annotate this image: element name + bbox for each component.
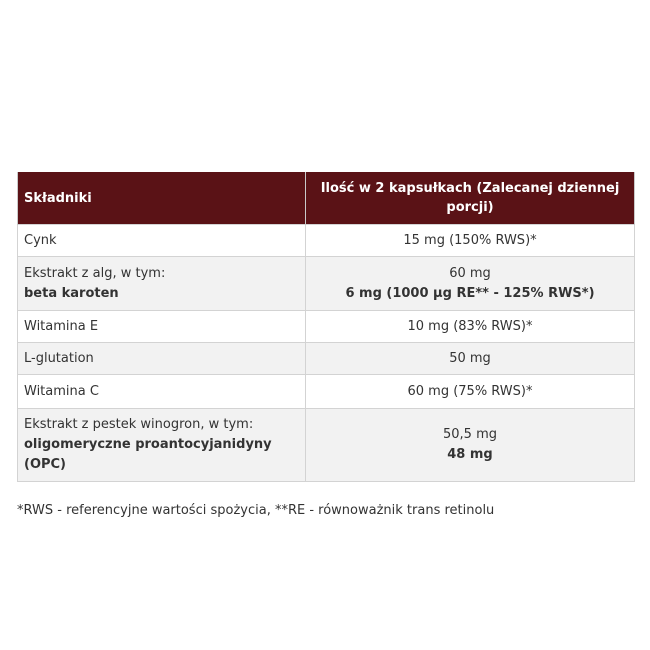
ingredient-cell xyxy=(18,257,306,311)
ingredient-name: L-glutation xyxy=(24,350,94,366)
ingredient-cell xyxy=(18,343,306,375)
amount-value: 15 mg (150% RWS)* xyxy=(403,232,537,248)
amount-value: 50,5 mg xyxy=(443,427,497,442)
amount-value: 50 mg xyxy=(449,350,491,366)
amount-cell xyxy=(306,343,635,375)
amount-cell xyxy=(306,225,635,257)
amount-cell xyxy=(306,311,635,343)
table-row xyxy=(18,225,635,257)
table-row xyxy=(18,375,635,409)
amount-value: 60 mg xyxy=(449,265,491,281)
table-header-row xyxy=(18,172,635,225)
ingredient-cell xyxy=(18,409,306,482)
amount-value: 10 mg (83% RWS)* xyxy=(407,318,533,334)
amount-value: 60 mg (75% RWS)* xyxy=(407,383,533,399)
table-row xyxy=(18,257,635,311)
ingredient-cell xyxy=(18,225,306,257)
amount-cell xyxy=(306,257,635,311)
header-amount: Ilość w 2 kapsułkach (Zalecanej dziennej porcji) xyxy=(306,172,635,225)
ingredient-name: Witamina E xyxy=(24,318,99,334)
table-row xyxy=(18,409,635,482)
ingredient-name: Ekstrakt z alg, w tym: xyxy=(24,265,166,281)
header-ingredients: Składniki xyxy=(18,172,306,225)
ingredient-cell xyxy=(18,311,306,343)
amount-subvalue: 48 mg xyxy=(447,447,493,462)
ingredient-name: Cynk xyxy=(24,232,57,248)
ingredient-subname: oligomeryczne proantocyjanidyny (OPC) xyxy=(24,437,272,472)
amount-subvalue: 6 mg (1000 µg RE** - 125% RWS*) xyxy=(345,285,595,301)
ingredient-subname: beta karoten xyxy=(24,285,119,301)
amount-cell xyxy=(306,409,635,482)
ingredient-name: Ekstrakt z pestek winogron, w tym: xyxy=(24,417,254,432)
table-row xyxy=(18,343,635,375)
table-row xyxy=(18,311,635,343)
ingredient-cell xyxy=(18,375,306,409)
supplement-facts-table xyxy=(17,172,635,482)
supplement-facts-table-wrapper xyxy=(17,172,634,482)
footnote: *RWS - referencyjne wartości spożycia, **RE - równoważnik trans retinolu xyxy=(17,503,495,518)
ingredient-name: Witamina C xyxy=(24,383,99,399)
amount-cell xyxy=(306,375,635,409)
